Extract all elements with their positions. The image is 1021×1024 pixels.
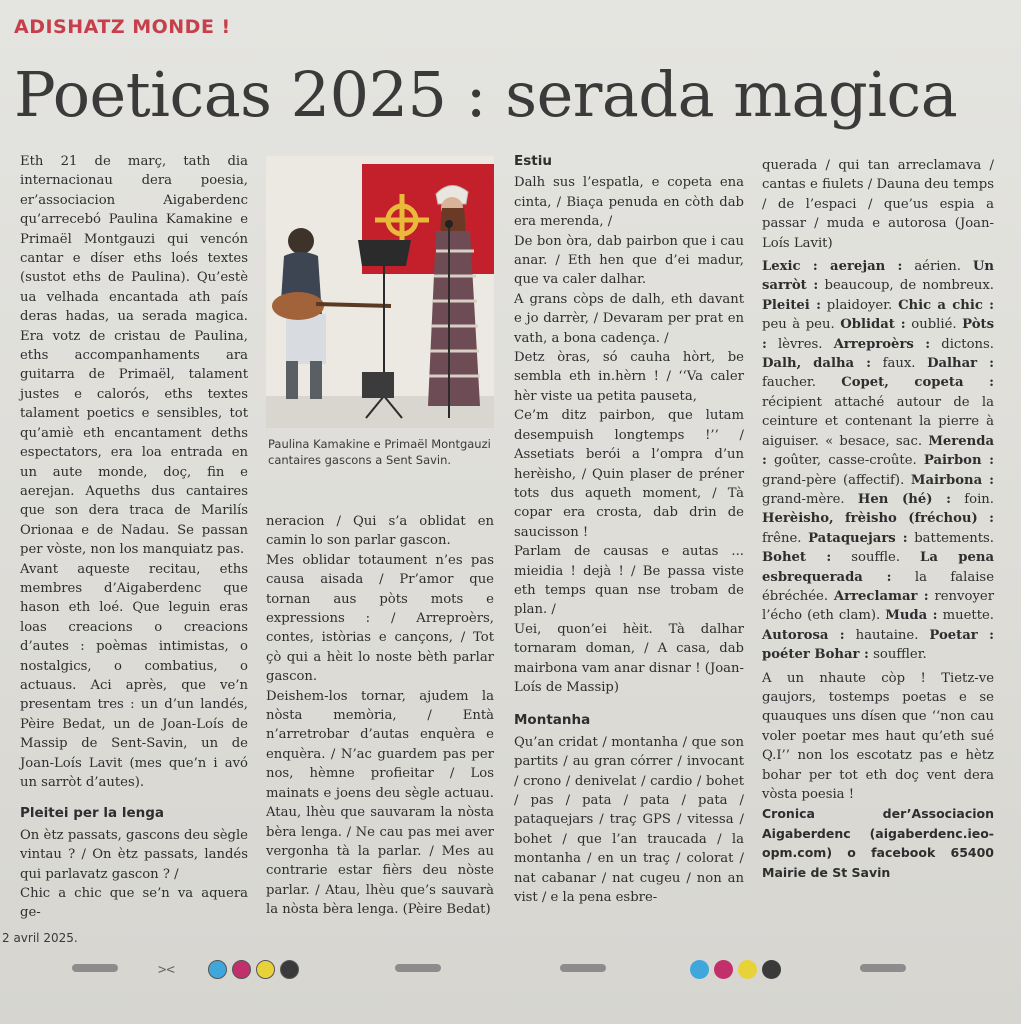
cyan-dot — [208, 960, 227, 979]
glossary-definition: faucher. — [762, 375, 842, 391]
glossary-definition: muette. — [937, 608, 994, 624]
registration-bar — [860, 964, 906, 972]
glossary-definition: beaucoup, de nombreux. — [818, 278, 994, 294]
glossary-term: Mairbona : — [910, 472, 994, 488]
glossary-definition: récipient attaché autour de la ceinture et contenant la pierre à aiguiser. « besace, sac. — [762, 394, 994, 449]
glossary-definition: hautaine. — [844, 627, 930, 643]
registration-bar — [72, 964, 118, 972]
glossary-definition: grand-père (affectif). — [762, 472, 911, 488]
glossary-term: Copet, copeta : — [841, 375, 994, 391]
paragraph: Detz òras, só cauha hòrt, be sembla eth in.hèrn ! / ‘‘Va caler hèr viste ua petita pauseta, — [514, 350, 744, 404]
subheading-montanha: Montanha — [514, 712, 591, 729]
article-headline: Poeticas 2025 : serada magica — [14, 58, 958, 131]
glossary-definition: battements. — [907, 530, 994, 546]
section-rubric: ADISHATZ MONDE ! — [14, 16, 231, 38]
glossary-term: Autorosa : — [762, 627, 845, 643]
paragraph: Qu’an cridat / montanha / que son partits / au gran córrer / invocant / crono / denivelat / cardio / bohet / pas / pata / pata / pata / pataquejars / traç GPS / vitessa / bohet / que l’an traucada / la montanha / en un traç / colorat / nat cabanar / nat cugeu / non an vist / e la pena esbre- — [514, 734, 744, 906]
black-dot — [280, 960, 299, 979]
glossary-definition: plaidoyer. — [820, 297, 899, 313]
glossary-definition: la falaise ébréchée. — [762, 569, 994, 604]
color-registration-dots — [690, 960, 781, 979]
paragraph: Mes oblidar totaument n’es pas causa aisada / Pr’amor que tornan aus pòts mots e expressions : / Arreproèrs, contes, istòrias e cançons, / Tot çò qui a hèit lo noste bèth parlar gascon. — [266, 552, 494, 685]
glossary-term: Pòts : — [762, 317, 995, 352]
glossary-term: Bohet : — [762, 550, 832, 566]
paragraph: Avant aqueste recitau, eths membres d’Aigaberdenc que hason eth loé. Que leguin eras loas creacions o creacions d’autes : poèmas intimistas, o nostalgics, o combatius, o actuaus. Aci après, que ve’n presentam tres : un d’un landés, Pèire Bedat, un de Joan-Loís de Massip de Sent-Savin, un de Joan-Loís Lavit (mes que’n i avó un sarròt d’autes). — [20, 561, 248, 790]
glossary — [762, 257, 994, 665]
glossary-definition: dictons. — [930, 336, 994, 352]
registration-cross-icon: >< — [158, 962, 175, 978]
article-credit: Cronica der’Associacion Aigaberdenc (aigaberdenc.ieo-opm.com) o facebook 65400 Mairie de St Savin — [762, 806, 994, 880]
glossary-definition: faux. — [870, 356, 928, 372]
glossary-term: Dalh, dalha : — [762, 356, 871, 372]
glossary-definition: grand-mère. — [762, 491, 858, 507]
music-stand-icon — [358, 240, 411, 266]
glossary-term: Pairbon : — [923, 453, 994, 469]
glossary-definition: oublié. — [905, 317, 963, 333]
magenta-dot — [232, 960, 251, 979]
paragraph: A grans còps de dalh, eth davant e jo darrèr, / Devaram per prat en vath, a bona cadença. / — [514, 291, 744, 346]
glossary-definition: lèvres. — [766, 336, 834, 352]
glossary-term: Lexic : aerejan : — [762, 259, 903, 275]
paragraph: De bon òra, dab pairbon que i cau anar. / Eth hen que d’ei madur, que va caler dalhar. — [514, 233, 744, 288]
glossary-term: Arreproèrs : — [833, 336, 931, 352]
photo-illustration — [266, 156, 494, 428]
glossary-term: Hen (hé) : — [857, 491, 951, 507]
glossary-definition: renvoyer l’écho (eth clam). — [762, 588, 995, 624]
glossary-definition: frêne. — [762, 530, 809, 546]
subheading-estiu: Estiu — [514, 153, 552, 169]
paragraph: Chic a chic que se’n va aquera ge- — [20, 886, 248, 921]
glossary-term: Herèisho, frèisho (fréchou) : — [762, 511, 994, 527]
glossary-term: Muda : — [885, 608, 938, 624]
publication-date: 2 avril 2025. — [2, 931, 78, 945]
glossary-term: Poetar : poéter Bohar : — [762, 627, 994, 663]
paragraph: Parlam de causas e autas ... mieidia ! dejà ! / Be passa viste eth temps quan nse trobam de plan. / — [514, 544, 744, 618]
paragraph: neracion / Qui s’a oblidat en camin lo son parlar gascon. — [266, 514, 494, 549]
column-4 — [762, 156, 994, 882]
paragraph: Eth 21 de març, tath dia internacionau dera poesia, er’associacion Aigaberdenc qu’arrecebó Paulina Kamakine e Primaël Montgauzi qui vencón cantar e díser eths loés textes (sustot eths de Paulina). Qu’estè ua velhada encantada ath país deras hadas, ua serada magica. Era votz de cristau de Paulina, eths accompanhaments ara guitarra de Primaël, talament justes e calorós, eths textes talament poetics e sensibles, tot qu’amiè eth encantament deths espectators, era loa entrada en un aute monde, doç, fin e aerejan. Aqueths dus cantaires que son dera traca de Marilís Orionaa e de Nadau. Se passan per vòste, non los manquiatz pas. — [20, 154, 248, 558]
microphone-icon — [445, 220, 453, 228]
glossary-definition: souffle. — [831, 550, 921, 566]
paragraph: Ce’m ditz pairbon, que lutam desempuish longtemps !’’ / Assetiats berói a l’ompra d’un herèisho, / Quin plaser de préner tots dus aqueth moment, / Tà copar era crosta, dab drin de saucisson ! — [514, 408, 744, 540]
glossary-term: Pleitei : — [762, 297, 821, 313]
color-registration-dots — [208, 960, 299, 979]
registration-bar — [395, 964, 441, 972]
glossary-definition: aérien. — [902, 259, 973, 275]
article-photo — [266, 156, 494, 428]
yellow-dot — [738, 960, 757, 979]
paragraph: On ètz passats, gascons deu sègle vintau ? / On ètz passats, landés qui parlavatz gascon ? / — [20, 827, 248, 882]
paragraph: Dalh sus l’espatla, e copeta ena cinta, / Biaça penuda en còth dab era merenda, / — [514, 175, 744, 230]
cyan-dot — [690, 960, 709, 979]
glossary-term: La pena esbrequerada : — [762, 550, 994, 585]
guitarist-head — [288, 228, 314, 254]
paragraph: querada / qui tan arreclamava / cantas e fiulets / Dauna deu temps / de l’espaci / que’us espia a passar / muda e autorosa (Joan-Loís Lavit) — [762, 158, 994, 251]
glossary-term: Arreclamar : — [833, 588, 929, 604]
magenta-dot — [714, 960, 733, 979]
glossary-term: Un sarròt : — [762, 259, 994, 294]
column-2 — [266, 512, 494, 920]
column-3 — [514, 152, 744, 907]
black-dot — [762, 960, 781, 979]
glossary-term: Dalhar : — [927, 356, 995, 372]
paragraph: Deishem-los tornar, ajudem la nòsta memòria, / Entà n’arretrobar d’autas enquèra e enquèra. / N’ac guardem pas per nos, hèmne profieitar / Los mainats e joens deu sègle actuau. Atau, lhèu que sauvaram la nòsta bèra lenga. / Ne cau pas mei aver vergonha tà la parlar. / Mes au contrarie estar fièrs deu nòste parlar. / Atau, lhèu que’s sauvarà la nòsta bèra lenga. (Pèire Bedat) — [266, 688, 494, 918]
glossary-definition: souffler. — [868, 647, 927, 663]
subheading-pleitei: Pleitei per la lenga — [20, 805, 165, 822]
glossary-term: Chic a chic : — [898, 297, 994, 313]
glossary-term: Merenda : — [762, 433, 994, 469]
glossary-term: Pataquejars : — [808, 530, 908, 546]
paragraph: A un nhaute còp ! Tietz-ve gaujors, tostemps poetas e se quauques uns dísen que ‘‘non cau voler poetar mes haut qu’eth sué Q.I’’ non los escotatz pas e hètz bohar per tot eth doç vent dera vòsta poesia ! — [762, 670, 994, 802]
registration-bar — [560, 964, 606, 972]
yellow-dot — [256, 960, 275, 979]
glossary-definition: goûter, casse-croûte. — [766, 453, 924, 469]
photo-caption: Paulina Kamakine e Primaël Montgauzi cantaires gascons a Sent Savin. — [268, 437, 491, 467]
glossary-definition: peu à peu. — [762, 317, 841, 333]
glossary-term: Oblidat : — [840, 317, 906, 333]
glossary-definition: foin. — [951, 491, 994, 507]
paragraph: Uei, quon’ei hèit. Tà dalhar tornaram doman, / A casa, dab mairbona vam anar disnar ! (Joan-Loís de Massip) — [514, 621, 744, 695]
column-1 — [20, 152, 248, 923]
